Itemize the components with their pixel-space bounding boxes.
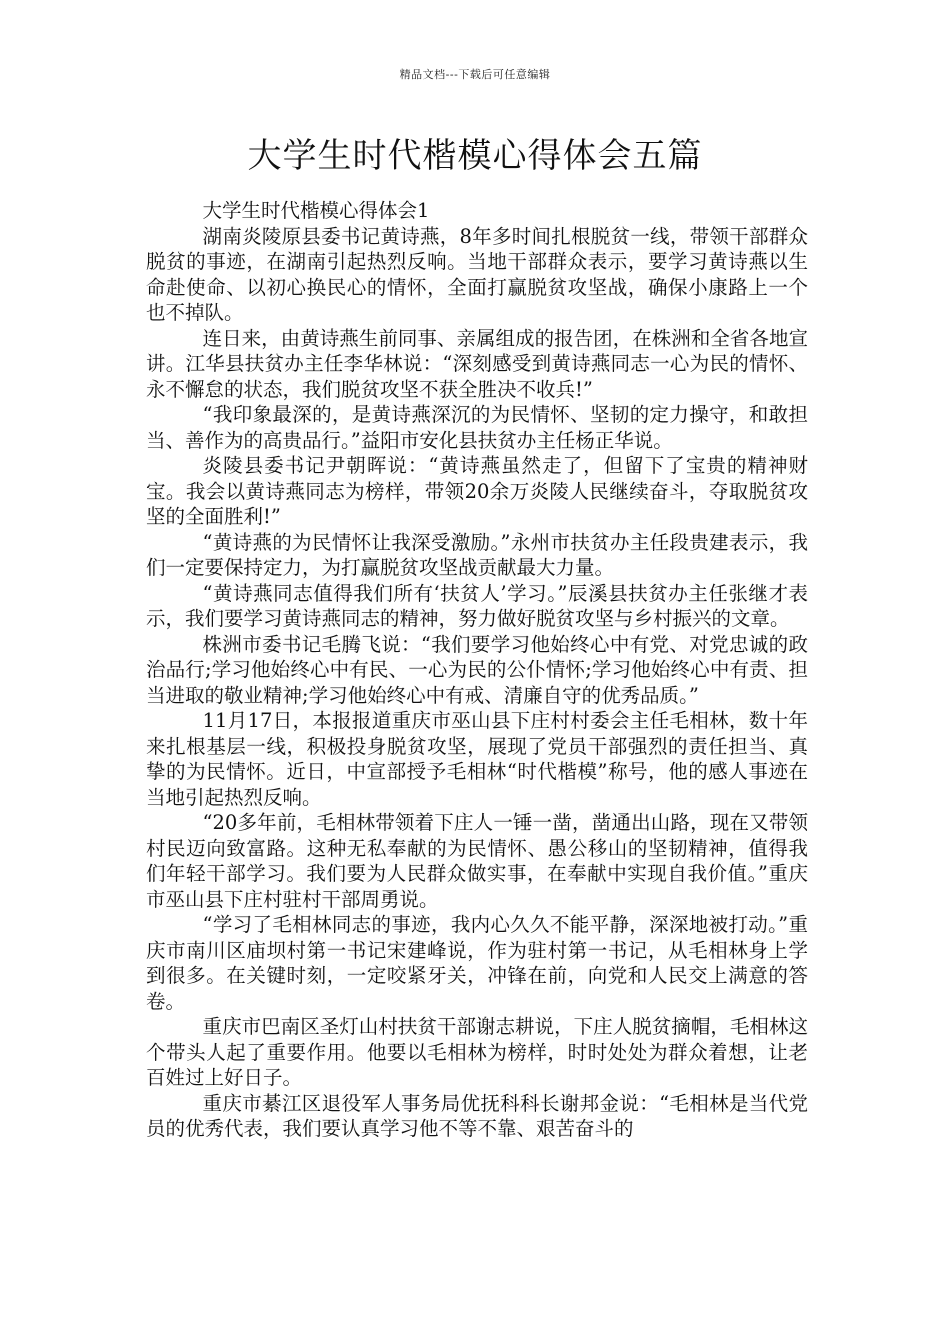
paragraph: “黄诗燕同志值得我们所有‘扶贫人’学习。”辰溪县扶贫办主任张继才表示，我们要学习黄诗燕同志的精神，努力做好脱贫攻坚与乡村振兴的文章。 bbox=[146, 581, 808, 630]
paragraph: 11月17日，本报报道重庆市巫山县下庄村村委会主任毛相林，数十年来扎根基层一线，积极投身脱贫攻坚，展现了党员干部强烈的责任担当、真挚的为民情怀。近日，中宣部授予毛相林“时代楷模”称号，他的感人事迹在当地引起热烈反响。 bbox=[146, 709, 808, 809]
paragraph: 炎陵县委书记尹朝晖说：“黄诗燕虽然走了，但留下了宝贵的精神财宝。我会以黄诗燕同志为榜样，带领20余万炎陵人民继续奋斗，夺取脱贫攻坚的全面胜利!” bbox=[146, 454, 808, 528]
paragraph: 连日来，由黄诗燕生前同事、亲属组成的报告团，在株洲和全省各地宣讲。江华县扶贫办主任李华林说：“深刻感受到黄诗燕同志一心为民的情怀、永不懈怠的状态，我们脱贫攻坚不获全胜决不收兵!” bbox=[146, 326, 808, 401]
paragraph: 株洲市委书记毛腾飞说：“我们要学习他始终心中有党、对党忠诚的政治品行;学习他始终心中有民、一心为民的公仆情怀;学习他始终心中有责、担当进取的敬业精神;学习他始终心中有戒、清廉自守的优秀品质。” bbox=[146, 632, 808, 707]
paragraph: 湖南炎陵原县委书记黄诗燕，8年多时间扎根脱贫一线，带领干部群众脱贫的事迹，在湖南引起热烈反响。当地干部群众表示，要学习黄诗燕以生命赴使命、以初心换民心的情怀，全面打赢脱贫攻坚战，确保小康路上一个也不掉队。 bbox=[146, 224, 808, 324]
paragraph: 重庆市綦江区退役军人事务局优抚科科长谢邦金说：“毛相林是当代党员的优秀代表，我们要认真学习他不等不靠、艰苦奋斗的 bbox=[146, 1091, 808, 1140]
paragraph: 重庆市巴南区圣灯山村扶贫干部谢志耕说，下庄人脱贫摘帽，毛相林这个带头人起了重要作用。他要以毛相林为榜样，时时处处为群众着想，让老百姓过上好日子。 bbox=[146, 1015, 808, 1089]
paragraph: “20多年前，毛相林带领着下庄人一锤一凿，凿通出山路，现在又带领村民迈向致富路。这种无私奉献的为民情怀、愚公移山的坚韧精神，值得我们年轻干部学习。我们要为人民群众做实事，在奉献中实现自我价值。”重庆市巫山县下庄村驻村干部周勇说。 bbox=[146, 811, 808, 911]
paragraph: “我印象最深的，是黄诗燕深沉的为民情怀、坚韧的定力操守，和敢担当、善作为的高贵品行。”益阳市安化县扶贫办主任杨正华说。 bbox=[146, 403, 808, 452]
paragraph: “学习了毛相林同志的事迹，我内心久久不能平静，深深地被打动。”重庆市南川区庙坝村第一书记宋建峰说，作为驻村第一书记，从毛相林身上学到很多。在关键时刻，一定咬紧牙关，冲锋在前，向党和人民交上满意的答卷。 bbox=[146, 913, 808, 1013]
page-header: 精品文档---下载后可任意编辑 bbox=[399, 68, 551, 81]
document-title: 大学生时代楷模心得体会五篇 bbox=[247, 136, 703, 176]
section-heading: 大学生时代楷模心得体会1 bbox=[202, 199, 430, 222]
document-body bbox=[146, 198, 808, 1142]
paragraph: “黄诗燕的为民情怀让我深受激励。”永州市扶贫办主任段贵建表示，我们一定要保持定力，为打赢脱贫攻坚战贡献最大力量。 bbox=[146, 530, 808, 579]
